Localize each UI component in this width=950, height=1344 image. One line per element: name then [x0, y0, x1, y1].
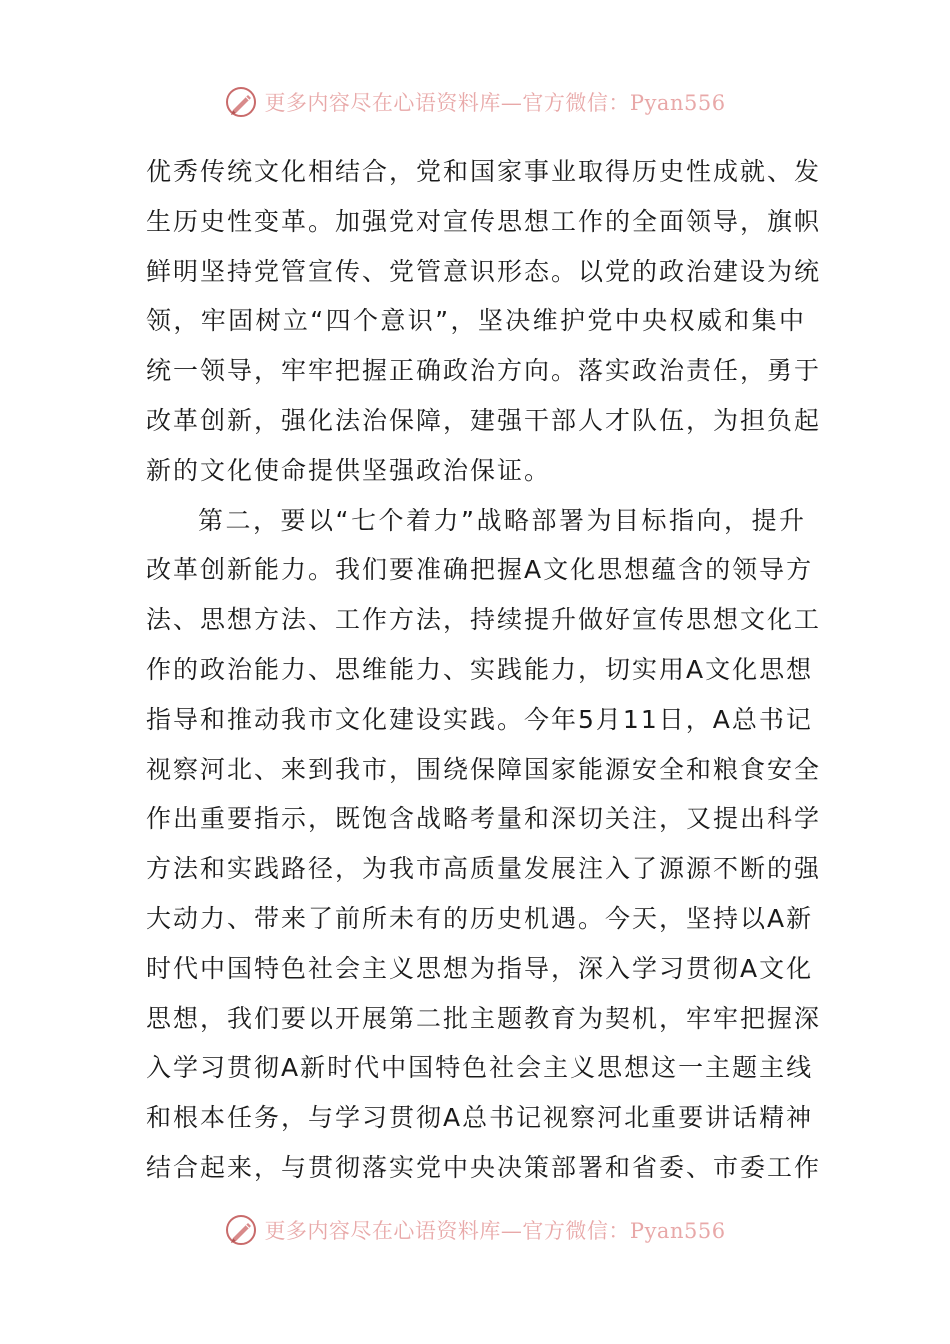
- text-line: 生历史性变革。加强党对宣传思想工作的全面领导，旗帜: [146, 206, 822, 236]
- text-line: 新的文化使命提供坚强政治保证。: [146, 455, 552, 485]
- text-line: 统一领导，牢牢把握正确政治方向。落实政治责任，勇于: [146, 356, 822, 386]
- text-line: 和根本任务，与学习贯彻A总书记视察河北重要讲话精神: [146, 1103, 814, 1133]
- text-line: 方法和实践路径，为我市高质量发展注入了源源不断的强: [146, 854, 822, 884]
- footer-banner: [0, 1210, 950, 1250]
- text-line: 第二，要以“七个着力”战略部署为目标指向，提升: [198, 505, 806, 535]
- text-line: 领，牢固树立“四个意识”，坚决维护党中央权威和集中: [146, 306, 806, 336]
- text-line: 时代中国特色社会主义思想为指导，深入学习贯彻A文化: [146, 953, 814, 983]
- text-line: 优秀传统文化相结合，党和国家事业取得历史性成就、发: [146, 157, 822, 186]
- text-line: 视察河北、来到我市，围绕保障国家能源安全和粮食安全: [146, 754, 822, 784]
- text-line: 指导和推动我市文化建设实践。今年5月11日，A总书记: [146, 704, 813, 734]
- pen-logo-icon: [224, 1213, 258, 1247]
- text-line: 鲜明坚持党管宣传、党管意识形态。以党的政治建设为统: [146, 256, 822, 286]
- text-line: 作的政治能力、思维能力、实践能力，切实用A文化思想: [146, 654, 814, 684]
- text-line: 入学习贯彻A新时代中国特色社会主义思想这一主题主线: [146, 1053, 814, 1083]
- text-line: 改革创新，强化法治保障，建强干部人才队伍，为担负起: [146, 405, 822, 435]
- text-line: 思想，我们要以开展第二批主题教育为契机，牢牢把握深: [146, 1003, 822, 1033]
- footer-banner-text: 更多内容尽在心语资料库—官方微信：Pyan556: [264, 1219, 726, 1243]
- text-line: 大动力、带来了前所未有的历史机遇。今天，坚持以A新: [146, 903, 814, 933]
- text-line: 改革创新能力。我们要准确把握A文化思想蕴含的领导方: [146, 555, 814, 585]
- header-banner-text: 更多内容尽在心语资料库—官方微信：Pyan556: [264, 91, 726, 115]
- pen-logo-icon: [224, 85, 258, 119]
- text-line: 作出重要指示，既饱含战略考量和深切关注，又提出科学: [146, 804, 822, 834]
- text-line: 结合起来，与贯彻落实党中央决策部署和省委、市委工作: [146, 1152, 822, 1182]
- document-body: [146, 147, 822, 1193]
- text-line: 法、思想方法、工作方法，持续提升做好宣传思想文化工: [146, 605, 822, 635]
- header-banner: [0, 82, 950, 122]
